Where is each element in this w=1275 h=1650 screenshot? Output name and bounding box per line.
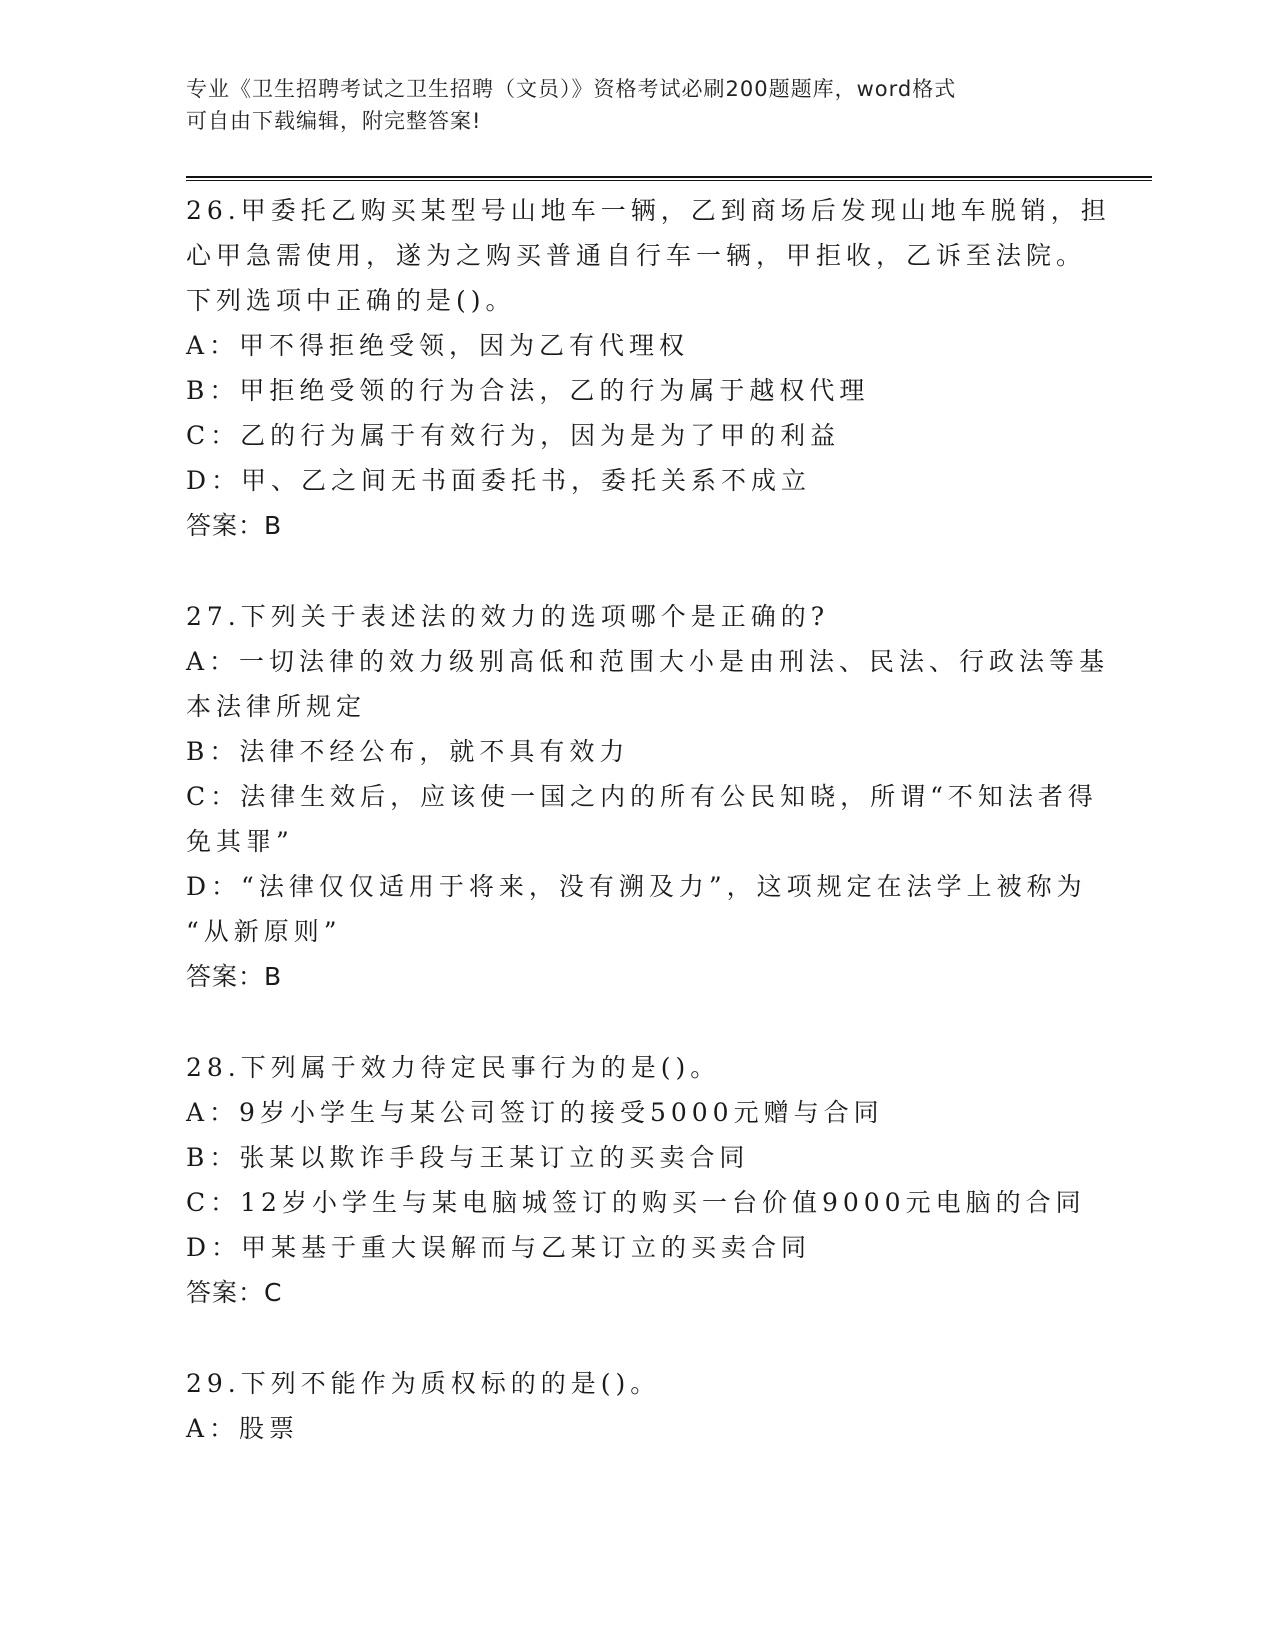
- option-c: C：12岁小学生与某电脑城签订的购买一台价值9000元电脑的合同: [186, 1188, 1086, 1217]
- option-a: A：股票: [186, 1414, 300, 1443]
- answer-value: B: [264, 511, 283, 540]
- question-stem: 28.下列属于效力待定民事行为的是()。: [186, 1053, 721, 1082]
- answer-line: [186, 954, 1066, 999]
- answer-value: B: [264, 962, 283, 991]
- question-stem: 下列选项中正确的是()。: [186, 286, 516, 315]
- option-a: A：9岁小学生与某公司签订的接受5000元赠与合同: [186, 1098, 884, 1127]
- answer-line: [186, 1270, 1066, 1315]
- header-divider: [186, 176, 1152, 181]
- question-27: [186, 594, 1110, 999]
- option-d: D：甲某基于重大误解而与乙某订立的买卖合同: [186, 1233, 812, 1262]
- header-title-line-2: 可自由下载编辑，附完整答案!: [186, 109, 482, 133]
- answer-label: 答案：: [186, 962, 265, 991]
- option-d-continued: “从新原则”: [186, 917, 342, 946]
- option-c: C：法律生效后，应该使一国之内的所有公民知晓，所谓“不知法者得: [186, 782, 1098, 811]
- answer-label: 答案：: [186, 1278, 265, 1307]
- option-c-continued: 免其罪”: [186, 827, 294, 856]
- header-title-line-1: 专业《卫生招聘考试之卫生招聘（文员）》资格考试必刷200题题库，word格式: [186, 77, 957, 101]
- question-list: [186, 188, 1111, 1497]
- answer-value: C: [264, 1278, 283, 1307]
- option-b: B：甲拒绝受领的行为合法，乙的行为属于越权代理: [186, 376, 870, 405]
- question-stem: 26.甲委托乙购买某型号山地车一辆，乙到商场后发现山地车脱销，担: [186, 196, 1111, 225]
- question-28: [186, 1045, 1086, 1315]
- question-stem: 29.下列不能作为质权标的的是()。: [186, 1369, 661, 1398]
- option-c: C：乙的行为属于有效行为，因为是为了甲的利益: [186, 421, 841, 450]
- answer-label: 答案：: [186, 511, 265, 540]
- option-b: B：法律不经公布，就不具有效力: [186, 737, 630, 766]
- question-stem: 27.下列关于表述法的效力的选项哪个是正确的?: [186, 602, 830, 631]
- option-b: B：张某以欺诈手段与王某订立的买卖合同: [186, 1143, 750, 1172]
- option-a: A：一切法律的效力级别高低和范围大小是由刑法、民法、行政法等基: [186, 647, 1110, 676]
- answer-line: [186, 503, 1066, 548]
- question-29: [186, 1361, 1066, 1451]
- option-d: D：甲、乙之间无书面委托书，委托关系不成立: [186, 466, 812, 495]
- option-a: A：甲不得拒绝受领，因为乙有代理权: [186, 331, 690, 360]
- page-header: [186, 73, 1066, 137]
- option-a-continued: 本法律所规定: [186, 692, 367, 721]
- option-d: D：“法律仅仅适用于将来，没有溯及力”，这项规定在法学上被称为: [186, 872, 1087, 901]
- question-26: [186, 188, 1111, 548]
- question-stem: 心甲急需使用，遂为之购买普通自行车一辆，甲拒收，乙诉至法院。: [186, 241, 1087, 270]
